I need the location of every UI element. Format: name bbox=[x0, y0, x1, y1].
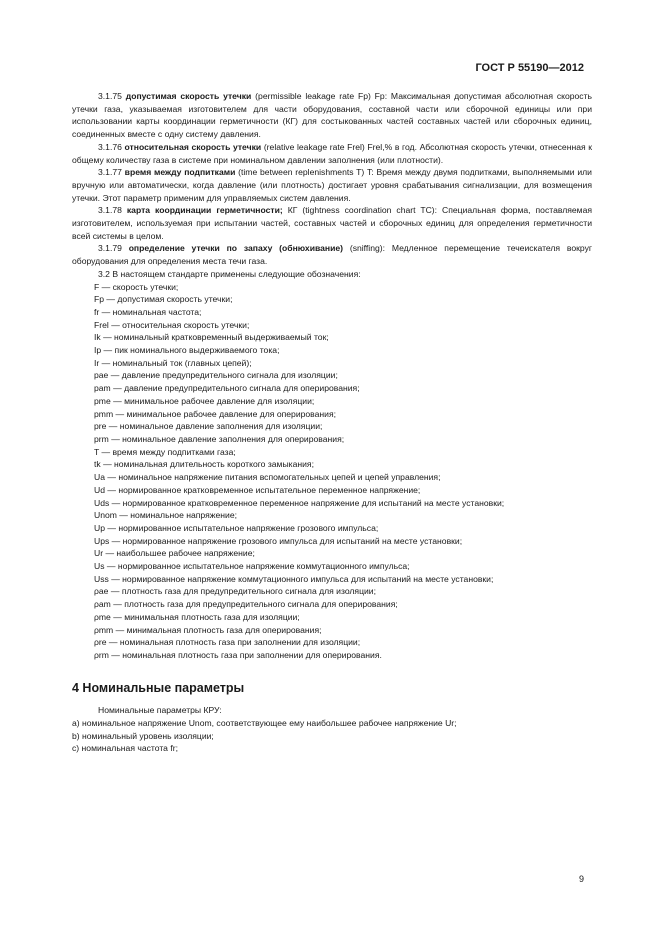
symbol-item: fr — номинальная частота; bbox=[94, 306, 202, 317]
symbols-list bbox=[72, 281, 592, 662]
symbol-item: Uss — нормированное напряжение коммутационного импульса для испытаний на месте установки; bbox=[94, 573, 494, 584]
definition-term: карта координации герметичности; bbox=[126, 205, 283, 216]
symbol-item: Us — нормированное испытательное напряжение коммутационного импульса; bbox=[94, 561, 410, 572]
section-4-heading: 4 Номинальные параметры bbox=[72, 680, 245, 695]
definition-text: (time between replenishments T) T: Время между двумя подпитками, выполняемыми или вручную или автоматически, когда давление (или плотность) достигает уровня срабатывания сигнализации, для возмещения утечки. Этот параметр применим для управляемых систем давления. bbox=[72, 167, 592, 203]
definition-text: (sniffing): Медленное перемещение течеискателя вокруг оборудования для определения места течи газа. bbox=[72, 243, 592, 267]
definition-paragraph bbox=[72, 141, 592, 166]
symbol-item: ρmm — минимальная плотность газа для оперирования; bbox=[94, 624, 322, 635]
definition-term: время между подпитками bbox=[124, 167, 236, 178]
symbol-item: pre — номинальное давление заполнения для изоляции; bbox=[94, 421, 323, 432]
symbol-item: ρme — минимальная плотность газа для изоляции; bbox=[94, 611, 300, 622]
definition-paragraph bbox=[72, 204, 592, 242]
definition-number: 3.1.76 bbox=[98, 141, 125, 152]
definition-term: допустимая скорость утечки bbox=[125, 91, 252, 101]
definitions-block bbox=[72, 90, 592, 268]
definition-term: относительная скорость утечки bbox=[124, 141, 262, 152]
symbol-item: Up — нормированное испытательное напряжение грозового импульса; bbox=[94, 522, 379, 533]
page-number: 9 bbox=[578, 874, 584, 884]
symbol-item: pam — давление предупредительного сигнала для оперирования; bbox=[94, 383, 360, 394]
symbol-item: Unom — номинальное напряжение; bbox=[94, 510, 237, 521]
symbol-item: tk — номинальная длительность короткого замыкания; bbox=[94, 459, 314, 470]
definition-term: определение утечки по запаху (обнюхивание) bbox=[128, 243, 344, 254]
section-4-item: b) номинальный уровень изоляции; bbox=[72, 730, 214, 741]
symbol-item: Ir — номинальный ток (главных цепей); bbox=[94, 357, 252, 368]
symbol-item: Ur — наибольшее рабочее напряжение; bbox=[94, 548, 255, 559]
section-4-item: a) номинальное напряжение Unom, соответствующее ему наибольшее рабочее напряжение Ur; bbox=[72, 718, 457, 729]
definition-number: 3.1.75 bbox=[98, 91, 126, 101]
symbol-item: Fp — допустимая скорость утечки; bbox=[94, 294, 233, 305]
definition-number: 3.1.79 bbox=[98, 243, 129, 254]
definition-number: 3.1.78 bbox=[98, 205, 127, 216]
symbol-item: Ud — нормированное кратковременное испытательное переменное напряжение; bbox=[94, 484, 421, 495]
symbol-item: F — скорость утечки; bbox=[94, 281, 179, 292]
symbol-item: prm — номинальное давление заполнения для оперирования; bbox=[94, 433, 345, 444]
symbol-item: pme — минимальное рабочее давление для изоляции; bbox=[94, 395, 315, 406]
symbol-item: Ik — номинальный кратковременный выдерживаемый ток; bbox=[94, 332, 329, 343]
definition-paragraph bbox=[72, 242, 592, 267]
section-4-list bbox=[72, 717, 592, 755]
document-number: ГОСТ Р 55190—2012 bbox=[475, 62, 584, 74]
symbol-item: Ua — номинальное напряжение питания вспомогательных цепей и цепей управления; bbox=[94, 472, 441, 483]
definition-text: (relative leakage rate Frel) Frel,% в год. Абсолютная скорость утечки, отнесенная к общему количеству газа в системе при номинальном давлении заполнения (или плотности). bbox=[72, 141, 593, 165]
page-body bbox=[72, 90, 592, 755]
symbol-item: pmm — минимальное рабочее давление для оперирования; bbox=[94, 408, 337, 419]
section-3-2-intro: 3.2 В настоящем стандарте применены следующие обозначения: bbox=[98, 268, 361, 279]
definition-text: (permissible leakage rate Fp) Fp: Максимальная допустимая абсолютная скорость утечки газа, указываемая изготовителем для части оборудования, составной части или сборочной единицы или при использовании карты координации герметичности (КГ) для состыкованных частей составных частей или сборочных единиц, соединенных вместе с одну систему давления. bbox=[72, 91, 593, 140]
definition-paragraph bbox=[72, 90, 592, 141]
symbol-item: T — время между подпитками газа; bbox=[94, 446, 236, 457]
symbol-item: ρre — номинальная плотность газа при заполнении для изоляции; bbox=[94, 637, 361, 648]
definition-number: 3.1.77 bbox=[98, 167, 125, 178]
symbol-item: Ups — нормированное напряжение грозового импульса для испытаний на месте установки; bbox=[94, 535, 463, 546]
definition-paragraph bbox=[72, 166, 592, 204]
section-4-item: c) номинальная частота fr; bbox=[72, 743, 178, 754]
symbol-item: Frel — относительная скорость утечки; bbox=[94, 319, 250, 330]
symbol-item: Ip — пик номинального выдерживаемого тока; bbox=[94, 345, 280, 356]
section-4-intro: Номинальные параметры КРУ: bbox=[98, 705, 222, 716]
symbol-item: ρae — плотность газа для предупредительного сигнала для изоляции; bbox=[94, 586, 376, 597]
definition-text: КГ (tightness coordination chart TC): Специальная форма, поставляемая изготовителем, используемая при испытании частей, составных частей и сборочных единиц для определения герметичности всей системы в целом. bbox=[72, 205, 593, 241]
symbol-item: ρam — плотность газа для предупредительного сигнала для оперирования; bbox=[94, 599, 398, 610]
symbol-item: ρrm — номинальная плотность газа при заполнении для оперирования. bbox=[94, 649, 382, 660]
symbol-item: Uds — нормированное кратковременное переменное напряжение для испытаний на месте установки; bbox=[94, 497, 505, 508]
symbol-item: pae — давление предупредительного сигнала для изоляции; bbox=[94, 370, 338, 381]
